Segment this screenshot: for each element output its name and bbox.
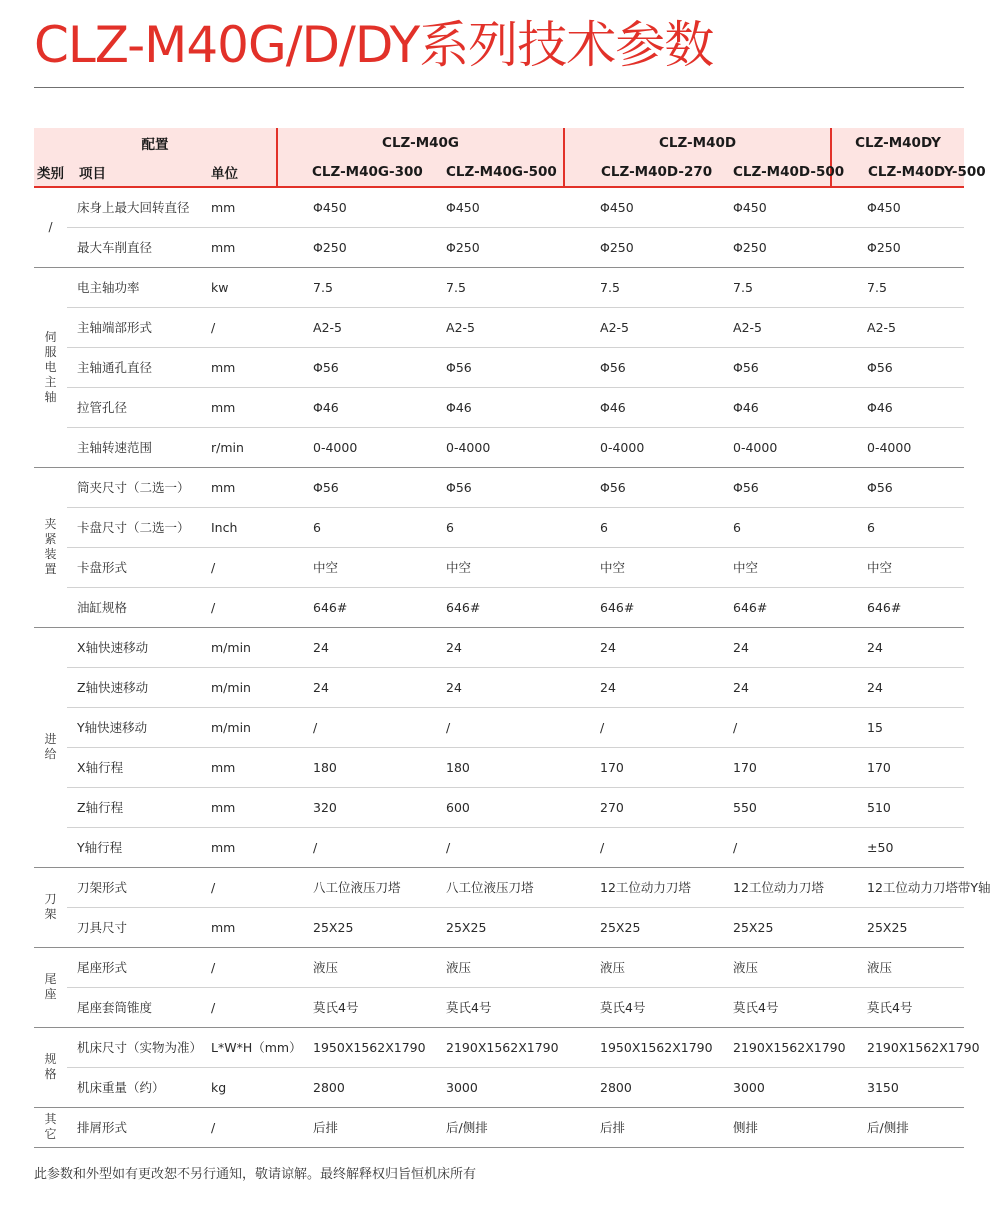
unit-cell: / <box>199 867 277 907</box>
value-cell: Φ56 <box>831 347 964 387</box>
value-cell: / <box>564 707 697 747</box>
spec-section <box>34 267 964 467</box>
model-header: CLZ-M40DY-500 <box>831 158 964 187</box>
category-label: 伺服电主轴 <box>44 329 57 404</box>
value-cell: 646# <box>831 587 964 627</box>
value-cell: 7.5 <box>831 267 964 307</box>
value-cell: 320 <box>277 787 410 827</box>
value-cell: A2-5 <box>697 307 831 347</box>
value-cell: 后排 <box>564 1107 697 1147</box>
unit-cell: m/min <box>199 707 277 747</box>
value-cell: 24 <box>831 667 964 707</box>
item-cell: 筒夹尺寸（二选一） <box>67 467 199 507</box>
header-row-groups <box>34 128 964 158</box>
unit-cell: / <box>199 1107 277 1147</box>
value-cell: 25X25 <box>697 907 831 947</box>
value-cell: A2-5 <box>831 307 964 347</box>
value-cell: Φ250 <box>697 227 831 267</box>
item-cell: 床身上最大回转直径 <box>67 187 199 227</box>
value-cell: A2-5 <box>564 307 697 347</box>
value-cell: 7.5 <box>277 267 410 307</box>
category-cell <box>34 627 67 867</box>
item-cell: 拉管孔径 <box>67 387 199 427</box>
unit-cell: mm <box>199 907 277 947</box>
item-cell: Z轴行程 <box>67 787 199 827</box>
item-cell: 最大车削直径 <box>67 227 199 267</box>
category-label: / <box>48 219 53 234</box>
value-cell: 25X25 <box>831 907 964 947</box>
value-cell: 莫氏4号 <box>410 987 564 1027</box>
value-cell: / <box>277 827 410 867</box>
table-row <box>34 707 964 747</box>
value-cell: 八工位液压刀塔 <box>410 867 564 907</box>
value-cell: 中空 <box>831 547 964 587</box>
group-header-m40dy: CLZ-M40DY <box>831 128 964 158</box>
footnote: 此参数和外型如有更改恕不另行通知，敬请谅解。最终解释权归旨恒机床所有 <box>34 1167 477 1182</box>
item-cell: 机床重量（约） <box>67 1067 199 1107</box>
item-cell: 机床尺寸（实物为准） <box>67 1027 199 1067</box>
value-cell: 7.5 <box>410 267 564 307</box>
value-cell: 24 <box>697 667 831 707</box>
unit-cell: mm <box>199 827 277 867</box>
item-cell: 主轴通孔直径 <box>67 347 199 387</box>
item-cell: 卡盘形式 <box>67 547 199 587</box>
value-cell: Φ250 <box>277 227 410 267</box>
value-cell: 24 <box>697 627 831 667</box>
spec-section <box>34 627 964 867</box>
unit-cell: / <box>199 587 277 627</box>
category-header: 类别 <box>34 158 67 187</box>
table-row <box>34 227 964 267</box>
value-cell: Φ450 <box>564 187 697 227</box>
model-header: CLZ-M40D-270 <box>564 158 697 187</box>
value-cell: 15 <box>831 707 964 747</box>
category-cell <box>34 1107 67 1147</box>
category-cell <box>34 1027 67 1107</box>
value-cell: Φ56 <box>564 347 697 387</box>
item-cell: 刀架形式 <box>67 867 199 907</box>
group-header-m40d: CLZ-M40D <box>564 128 831 158</box>
value-cell: 24 <box>564 667 697 707</box>
value-cell: 液压 <box>277 947 410 987</box>
value-cell: Φ250 <box>831 227 964 267</box>
model-header: CLZ-M40D-500 <box>697 158 831 187</box>
value-cell: 2190X1562X1790 <box>831 1027 964 1067</box>
value-cell: Φ56 <box>277 347 410 387</box>
category-label: 尾座 <box>44 972 57 1001</box>
value-cell: Φ56 <box>697 467 831 507</box>
table-row <box>34 987 964 1027</box>
value-cell: 3000 <box>410 1067 564 1107</box>
value-cell: Φ250 <box>410 227 564 267</box>
unit-cell: mm <box>199 387 277 427</box>
value-cell: / <box>697 707 831 747</box>
table-row <box>34 747 964 787</box>
value-cell: 后/侧排 <box>410 1107 564 1147</box>
value-cell: 八工位液压刀塔 <box>277 867 410 907</box>
value-cell: 莫氏4号 <box>697 987 831 1027</box>
item-cell: 主轴端部形式 <box>67 307 199 347</box>
value-cell: 24 <box>831 627 964 667</box>
value-cell: Φ56 <box>697 347 831 387</box>
value-cell: 后/侧排 <box>831 1107 964 1147</box>
unit-cell: / <box>199 987 277 1027</box>
item-cell: Y轴行程 <box>67 827 199 867</box>
value-cell: 后排 <box>277 1107 410 1147</box>
value-cell: Φ450 <box>277 187 410 227</box>
value-cell: 646# <box>564 587 697 627</box>
unit-cell: r/min <box>199 427 277 467</box>
table-row <box>34 867 964 907</box>
spec-section <box>34 187 964 267</box>
table-row <box>34 267 964 307</box>
group-header-m40g: CLZ-M40G <box>277 128 564 158</box>
value-cell: 2800 <box>277 1067 410 1107</box>
value-cell: 170 <box>697 747 831 787</box>
item-cell: X轴快速移动 <box>67 627 199 667</box>
value-cell: 中空 <box>277 547 410 587</box>
value-cell: 646# <box>277 587 410 627</box>
value-cell: 25X25 <box>277 907 410 947</box>
value-cell: / <box>410 827 564 867</box>
value-cell: 0-4000 <box>697 427 831 467</box>
table-row <box>34 427 964 467</box>
value-cell: 0-4000 <box>831 427 964 467</box>
value-cell: 1950X1562X1790 <box>277 1027 410 1067</box>
header-row-models <box>34 158 964 187</box>
value-cell: 6 <box>410 507 564 547</box>
unit-cell: L*W*H（mm） <box>199 1027 277 1067</box>
value-cell: Φ56 <box>564 467 697 507</box>
value-cell: / <box>697 827 831 867</box>
value-cell: Φ46 <box>410 387 564 427</box>
category-cell <box>34 467 67 627</box>
value-cell: 中空 <box>410 547 564 587</box>
value-cell: 中空 <box>697 547 831 587</box>
category-label: 夹紧装置 <box>44 517 57 576</box>
value-cell: 6 <box>564 507 697 547</box>
value-cell: 24 <box>410 667 564 707</box>
value-cell: 莫氏4号 <box>564 987 697 1027</box>
spec-section <box>34 867 991 947</box>
value-cell: 0-4000 <box>410 427 564 467</box>
item-cell: X轴行程 <box>67 747 199 787</box>
value-cell: Φ450 <box>410 187 564 227</box>
value-cell: 液压 <box>697 947 831 987</box>
unit-cell: m/min <box>199 627 277 667</box>
table-row <box>34 907 964 947</box>
value-cell: 0-4000 <box>564 427 697 467</box>
spec-section <box>34 947 964 1027</box>
table-row <box>34 187 964 227</box>
table-row <box>34 1067 964 1107</box>
value-cell: 6 <box>831 507 964 547</box>
spec-section <box>34 1107 964 1147</box>
unit-cell: mm <box>199 227 277 267</box>
value-cell: 3000 <box>697 1067 831 1107</box>
category-label: 刀架 <box>44 892 57 921</box>
item-header: 项目 <box>67 158 199 187</box>
value-cell: 646# <box>410 587 564 627</box>
value-cell: 2190X1562X1790 <box>697 1027 831 1067</box>
item-cell: 油缸规格 <box>67 587 199 627</box>
item-cell: Y轴快速移动 <box>67 707 199 747</box>
value-cell: 24 <box>564 627 697 667</box>
value-cell: / <box>564 827 697 867</box>
item-cell: 尾座形式 <box>67 947 199 987</box>
value-cell: 646# <box>697 587 831 627</box>
value-cell: Φ250 <box>564 227 697 267</box>
unit-cell: mm <box>199 347 277 387</box>
value-cell: Φ56 <box>410 467 564 507</box>
unit-cell: mm <box>199 467 277 507</box>
table-row <box>34 307 964 347</box>
value-cell: 180 <box>277 747 410 787</box>
table-row <box>34 547 964 587</box>
value-cell: ±50 <box>831 827 964 867</box>
table-row <box>34 347 964 387</box>
unit-cell: mm <box>199 187 277 227</box>
unit-cell: m/min <box>199 667 277 707</box>
value-cell: 270 <box>564 787 697 827</box>
table-row <box>34 787 964 827</box>
category-cell <box>34 187 67 267</box>
spec-section <box>34 467 964 627</box>
item-cell: 卡盘尺寸（二选一） <box>67 507 199 547</box>
value-cell: 510 <box>831 787 964 827</box>
model-header: CLZ-M40G-300 <box>277 158 410 187</box>
value-cell: 12工位动力刀塔 <box>564 867 697 907</box>
model-header: CLZ-M40G-500 <box>410 158 564 187</box>
value-cell: 液压 <box>831 947 964 987</box>
value-cell: / <box>277 707 410 747</box>
table-row <box>34 1107 964 1147</box>
value-cell: 170 <box>831 747 964 787</box>
value-cell: 600 <box>410 787 564 827</box>
unit-cell: mm <box>199 787 277 827</box>
category-label: 其它 <box>44 1112 57 1141</box>
value-cell: 25X25 <box>564 907 697 947</box>
unit-cell: kw <box>199 267 277 307</box>
item-cell: Z轴快速移动 <box>67 667 199 707</box>
item-cell: 刀具尺寸 <box>67 907 199 947</box>
value-cell: Φ46 <box>831 387 964 427</box>
value-cell: 2190X1562X1790 <box>410 1027 564 1067</box>
unit-cell: mm <box>199 747 277 787</box>
value-cell: 6 <box>277 507 410 547</box>
table-row <box>34 507 964 547</box>
value-cell: A2-5 <box>410 307 564 347</box>
item-cell: 电主轴功率 <box>67 267 199 307</box>
value-cell: Φ46 <box>564 387 697 427</box>
value-cell: 170 <box>564 747 697 787</box>
table-row <box>34 667 964 707</box>
value-cell: 180 <box>410 747 564 787</box>
table-row <box>34 947 964 987</box>
value-cell: Φ450 <box>831 187 964 227</box>
value-cell: 侧排 <box>697 1107 831 1147</box>
value-cell: 7.5 <box>564 267 697 307</box>
value-cell: 莫氏4号 <box>277 987 410 1027</box>
spec-section <box>34 1027 980 1107</box>
value-cell: 1950X1562X1790 <box>564 1027 697 1067</box>
value-cell: 2800 <box>564 1067 697 1107</box>
value-cell: 550 <box>697 787 831 827</box>
value-cell: 7.5 <box>697 267 831 307</box>
value-cell: 中空 <box>564 547 697 587</box>
value-cell: Φ46 <box>277 387 410 427</box>
table-row <box>34 1027 964 1067</box>
value-cell: 24 <box>277 667 410 707</box>
unit-cell: Inch <box>199 507 277 547</box>
category-cell <box>34 267 67 467</box>
value-cell: 0-4000 <box>277 427 410 467</box>
value-cell: 12工位动力刀塔带Y轴 <box>831 867 964 907</box>
table-row <box>34 387 964 427</box>
unit-cell: / <box>199 547 277 587</box>
value-cell: 液压 <box>410 947 564 987</box>
category-label: 进给 <box>44 732 57 761</box>
unit-cell: / <box>199 947 277 987</box>
value-cell: A2-5 <box>277 307 410 347</box>
category-cell <box>34 867 67 947</box>
value-cell: Φ56 <box>410 347 564 387</box>
value-cell: 24 <box>410 627 564 667</box>
value-cell: 6 <box>697 507 831 547</box>
item-cell: 排屑形式 <box>67 1107 199 1147</box>
unit-cell: kg <box>199 1067 277 1107</box>
table-row <box>34 827 964 867</box>
category-cell <box>34 947 67 1027</box>
value-cell: 24 <box>277 627 410 667</box>
item-cell: 主轴转速范围 <box>67 427 199 467</box>
value-cell: 液压 <box>564 947 697 987</box>
unit-header: 单位 <box>199 158 277 187</box>
table-row <box>34 587 964 627</box>
value-cell: 莫氏4号 <box>831 987 964 1027</box>
value-cell: Φ56 <box>831 467 964 507</box>
spec-table <box>34 128 991 1148</box>
value-cell: / <box>410 707 564 747</box>
config-header: 配置 <box>34 128 277 158</box>
value-cell: Φ450 <box>697 187 831 227</box>
item-cell: 尾座套筒锥度 <box>67 987 199 1027</box>
table-row <box>34 467 964 507</box>
table-row <box>34 627 964 667</box>
category-label: 规格 <box>44 1052 57 1081</box>
value-cell: 12工位动力刀塔 <box>697 867 831 907</box>
title-divider <box>34 87 964 88</box>
value-cell: Φ46 <box>697 387 831 427</box>
value-cell: 25X25 <box>410 907 564 947</box>
value-cell: Φ56 <box>277 467 410 507</box>
page-title: CLZ-M40G/D/DY系列技术参数 <box>34 16 714 74</box>
unit-cell: / <box>199 307 277 347</box>
value-cell: 3150 <box>831 1067 964 1107</box>
